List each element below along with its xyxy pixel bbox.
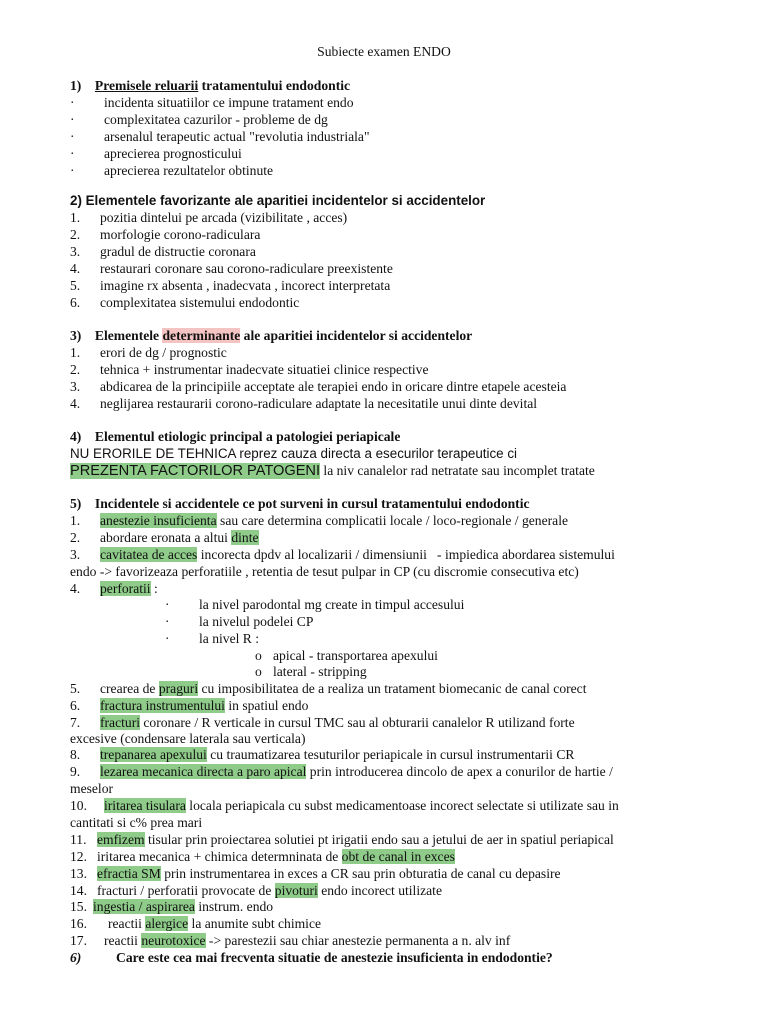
section-1-bullet: · <box>70 146 75 161</box>
item-text: -> parestezii sau chiar anestezie permanenta a n. alv inf <box>205 933 511 948</box>
section-5-item <box>93 899 273 915</box>
highlight: iritarea tisulara <box>104 798 186 813</box>
section-3-item: tehnica + instrumentar inadecvate situatiei clinice respective <box>100 362 429 377</box>
sub-bullet: · <box>165 597 170 612</box>
item-text: locala periapicala cu subst medicamentoase incorect selectate si utilizate sau in <box>185 798 619 813</box>
section-1-bullet: · <box>70 112 75 127</box>
item-text: iritarea mecanica + chimica determninata de <box>97 849 342 864</box>
section-2-number: 1. <box>70 210 81 225</box>
highlight: cavitatea de acces <box>100 547 198 562</box>
item-text: coronare / R verticale in cursul TMC sau al obturarii canalelor R utilizand forte <box>140 715 575 730</box>
section-3-item: neglijarea restaurarii corono-radiculare adaptate la necesitatile unui dinte devital <box>100 396 538 411</box>
section-5-number: 8. <box>70 747 81 762</box>
highlight: praguri <box>158 681 199 696</box>
section-5-number: 17. <box>70 933 87 948</box>
sub-sub-item: lateral - stripping <box>273 664 367 679</box>
section-1-heading-underlined: Premisele reluarii <box>94 78 199 93</box>
section-5-item <box>100 764 613 780</box>
item-text: cu traumatizarea tesuturilor periapicale in cursul instrumentarii CR <box>206 747 575 762</box>
section-5-number: 5. <box>70 681 81 696</box>
section-4-text: NU ERORILE DE TEHNICA reprez cauza directa a esecurilor terapeutice ci <box>70 446 518 461</box>
item-text: tisular prin proiectarea solutiei pt irigatii endo sau a jetului de aer in spatiul periapical <box>144 832 614 847</box>
section-5-item <box>100 513 568 529</box>
section-5-heading: 5) Incidentele si accidentele ce pot surveni in cursul tratamentului endodontic <box>70 496 530 511</box>
item-text: reactii <box>108 916 146 931</box>
section-6-heading: Care este cea mai frecventa situatie de anestezie insuficienta in endodontie? <box>116 950 553 965</box>
section-1-item: arsenalul terapeutic actual "revolutia industriala" <box>104 129 370 144</box>
highlight: trepanarea apexului <box>100 747 207 762</box>
section-1-bullet: · <box>70 95 75 110</box>
section-5-number: 6. <box>70 698 81 713</box>
section-5-item <box>104 798 619 814</box>
item-text: : <box>150 581 158 596</box>
section-5-number: 1. <box>70 513 81 528</box>
sub-item: la nivel parodontal mg create in timpul accesului <box>199 597 465 612</box>
section-3-item: erori de dg / prognostic <box>100 345 227 360</box>
highlight: perforatii <box>100 581 151 596</box>
section-5-item <box>100 715 575 731</box>
section-5-item <box>100 698 308 714</box>
section-5-item <box>100 681 587 697</box>
document-title: Subiecte examen ENDO <box>317 44 451 59</box>
highlight: efractia SM <box>97 866 161 881</box>
section-5-number: 10. <box>70 798 87 813</box>
section-2-heading: 2) Elementele favorizante ale aparitiei incidentelor si accidentelor <box>70 193 486 208</box>
section-5-item-continuation: meselor <box>70 781 114 796</box>
section-5-number: 13. <box>70 866 87 881</box>
section-5-item <box>100 530 259 546</box>
section-3-number: 3. <box>70 379 81 394</box>
section-5-item-continuation: endo -> favorizeaza perforatiile , retentia de tesut pulpar in CP (cu discromie consecutiva etc) <box>70 564 579 579</box>
section-5-item-continuation: excesive (condensare laterala sau verticala) <box>70 731 306 746</box>
sub-item: la nivelul podelei CP <box>199 614 314 629</box>
sub-sub-item: apical - transportarea apexului <box>273 648 438 663</box>
section-3-number: 4. <box>70 396 81 411</box>
section-5-number: 4. <box>70 581 81 596</box>
section-3-heading-start: 3) Elementele <box>70 328 163 343</box>
section-5-number: 11. <box>70 832 87 847</box>
highlight: anestezie insuficienta <box>100 513 217 528</box>
item-text: incorecta dpdv al localizarii / dimensiunii - impiedica abordarea sistemului <box>197 547 615 562</box>
item-text: prin introducerea dincolo de apex a conurilor de hartie / <box>306 764 613 779</box>
sub-sub-bullet: o <box>255 648 262 663</box>
highlight: alergice <box>145 916 189 931</box>
section-4-text-2 <box>70 463 595 479</box>
highlight: lezarea mecanica directa a paro apical <box>100 764 307 779</box>
sub-bullet: · <box>165 614 170 629</box>
highlight: fractura instrumentului <box>100 698 225 713</box>
section-1-item: aprecierea prognosticului <box>104 146 242 161</box>
highlight-determinante: determinante <box>162 328 241 343</box>
section-4-text-2-rest: la niv canalelor rad netratate sau incomplet tratate <box>320 463 595 478</box>
item-text: instrum. endo <box>194 899 274 914</box>
section-5-item <box>100 581 158 597</box>
section-1-bullet: · <box>70 163 75 178</box>
section-3-number: 2. <box>70 362 81 377</box>
item-text: prin instrumentarea in exces a CR sau prin obturatia de canal cu depasire <box>160 866 561 881</box>
section-5-number: 2. <box>70 530 81 545</box>
section-6-number: 6) <box>70 950 82 965</box>
section-2-number: 5. <box>70 278 81 293</box>
section-5-item <box>104 933 510 949</box>
sub-sub-bullet: o <box>255 664 262 679</box>
section-2-number: 6. <box>70 295 81 310</box>
item-text: reactii <box>104 933 142 948</box>
highlight: neurotoxice <box>141 933 206 948</box>
item-text: crearea de <box>100 681 159 696</box>
section-2-item: restaurari coronare sau corono-radiculare preexistente <box>100 261 393 276</box>
section-5-number: 15. <box>70 899 87 914</box>
section-4-heading: 4) Elementul etiologic principal a patologiei periapicale <box>70 429 401 444</box>
section-5-item-continuation: cantitati si c% prea mari <box>70 815 203 830</box>
highlight: fracturi <box>100 715 140 730</box>
section-2-item: morfologie corono-radiculara <box>100 227 261 242</box>
item-text: sau care determina complicatii locale / loco-regionale / generale <box>216 513 568 528</box>
section-5-number: 3. <box>70 547 81 562</box>
item-text: endo incorect utilizate <box>317 883 442 898</box>
item-text: la anumite subt chimice <box>188 916 322 931</box>
highlight: pivoturi <box>274 883 318 898</box>
section-2-number: 2. <box>70 227 81 242</box>
section-5-item <box>100 747 574 763</box>
section-1-heading-rest: tratamentului endodontic <box>198 78 351 93</box>
section-1-item: aprecierea rezultatelor obtinute <box>104 163 274 178</box>
section-3-number: 1. <box>70 345 81 360</box>
section-1-heading <box>70 78 350 94</box>
highlight: dinte <box>231 530 259 545</box>
section-5-number: 7. <box>70 715 81 730</box>
highlight: ingestia / aspirarea <box>93 899 195 914</box>
item-text: cu imposibilitatea de a realiza un tratament biomecanic de canal corect <box>198 681 587 696</box>
section-3-item: abdicarea de la principiile acceptate ale terapiei endo in oricare dintre etapele acesteia <box>100 379 567 394</box>
section-1-bullet: · <box>70 129 75 144</box>
section-2-item: imagine rx absenta , inadecvata , incorect interpretata <box>100 278 391 293</box>
section-5-item <box>97 883 442 899</box>
item-text: fracturi / perforatii provocate de <box>97 883 275 898</box>
section-2-item: pozitia dintelui pe arcada (vizibilitate , acces) <box>100 210 348 225</box>
sub-item: la nivel R : <box>199 631 260 646</box>
section-1-item: complexitatea cazurilor - probleme de dg <box>104 112 328 127</box>
highlight: emfizem <box>97 832 145 847</box>
section-5-number: 16. <box>70 916 87 931</box>
section-2-number: 4. <box>70 261 81 276</box>
section-5-number: 14. <box>70 883 87 898</box>
sub-bullet: · <box>165 631 170 646</box>
section-5-item <box>97 866 561 882</box>
highlight-factori-patogeni: PREZENTA FACTORILOR PATOGENI <box>70 463 321 479</box>
section-5-number: 12. <box>70 849 87 864</box>
section-2-item: gradul de distructie coronara <box>100 244 256 259</box>
section-2-item: complexitatea sistemului endodontic <box>100 295 300 310</box>
highlight: obt de canal in exces <box>341 849 455 864</box>
section-1-item: incidenta situatiilor ce impune tratament endo <box>104 95 354 110</box>
item-text: abordare eronata a altui <box>100 530 232 545</box>
section-5-item <box>108 916 321 932</box>
section-3-heading-end: ale aparitiei incidentelor si accidentelor <box>240 328 473 343</box>
section-1-number: 1) <box>70 78 82 93</box>
section-2-number: 3. <box>70 244 81 259</box>
section-5-item <box>97 832 614 848</box>
section-5-number: 9. <box>70 764 81 779</box>
section-3-heading <box>70 328 472 344</box>
section-5-item <box>100 547 615 563</box>
section-5-item <box>97 849 455 865</box>
item-text: in spatiul endo <box>224 698 309 713</box>
